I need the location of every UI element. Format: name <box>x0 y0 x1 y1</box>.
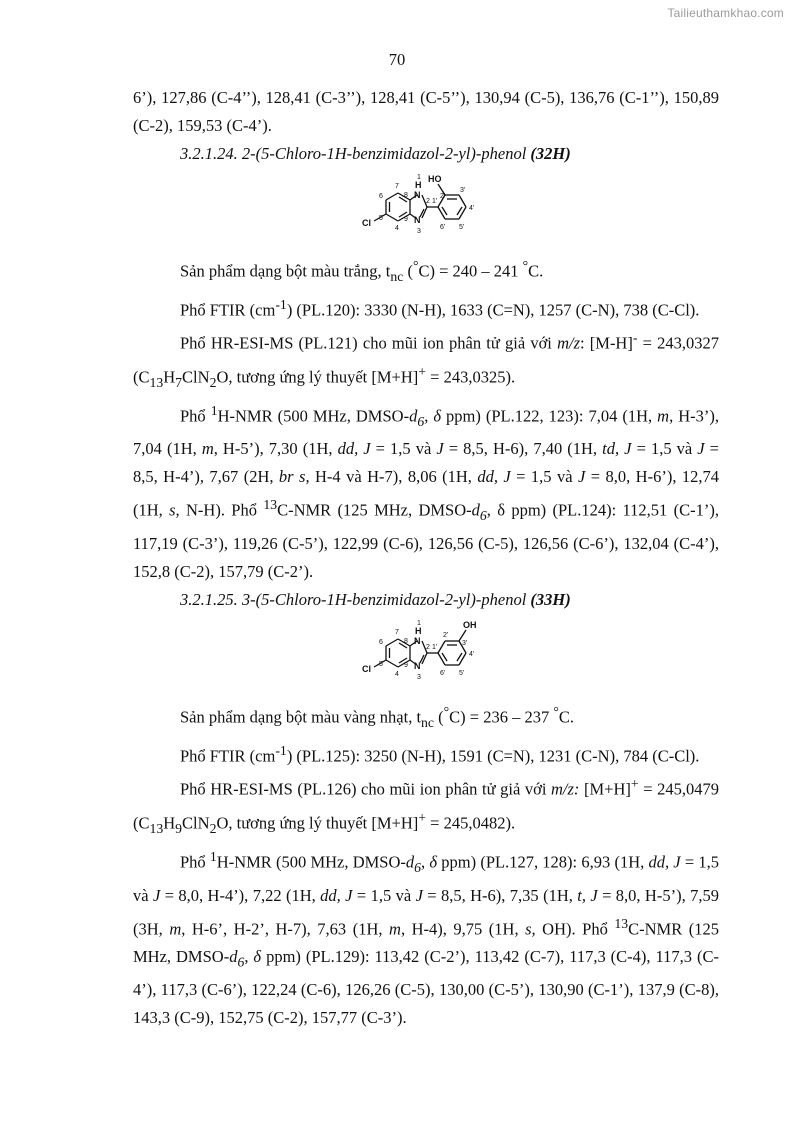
label-atom-8: 8 <box>404 638 408 646</box>
label-atom-2p: 2’ <box>443 632 449 640</box>
label-atom-6: 6 <box>379 639 383 647</box>
label-atom-3: 3 <box>417 674 421 682</box>
label-atom-4: 4 <box>395 671 399 679</box>
label-atom-3: 3 <box>417 228 421 235</box>
ftir-32h: Phổ FTIR $(cm^{-1})$ (PL.120): 3330 (N-H), 1633 (C=N), 1257 (C-N), 738 (C-Cl). <box>180 296 700 320</box>
label-atom-9: 9 <box>404 662 408 670</box>
nmr-33h: Phổ $^1$H-NMR (500 MHz, DMSO-$d_6$, δ ppm) (PL.127, 128): 6,93 (1H, dd, J = 1,5 và J = 8,0, H-4’), 7,22 (1H, dd, J = 1,5 và J = 8,5, H-6), 7,35 (1H, t, J = 8,0, H-5’), 7,59 (3H, m, H-6’, H-2’, H-7), 7,63 (1H, m, H-4), 9,75 (1H, s, OH). Phổ $^{13}$C-NMR (125 MHz, DMSO-$d_6$, δ ppm) (PL.129): 113,42 (C-2’), 113,42 (C-7), 117,3 (C-4), 117,3 (C-4’), 117,3 (C-6’), 122,24 (C-6), 126,26 (C-5), 130,00 (C-5’), 130,90 (C-1’), 137,9 (C-8), 143,3 (C-9), 152,75 (C-2), 157,77 (C-3’). <box>133 848 719 1028</box>
compound-code: (33H) <box>530 590 571 610</box>
label-atom-7: 7 <box>395 629 399 637</box>
label-atom-4p: 4’ <box>469 651 475 659</box>
label-n3: N <box>414 215 421 225</box>
label-atom-9: 9 <box>404 216 408 223</box>
label-atom-3p: 3’ <box>460 187 466 194</box>
label-atom-4: 4 <box>395 225 399 232</box>
section-heading-33h <box>133 586 719 614</box>
label-atom-1p: 1’ <box>432 644 438 652</box>
label-atom-1: 1 <box>417 174 421 181</box>
label-h: H <box>415 180 422 190</box>
compound-code: (32H) <box>530 144 571 163</box>
label-n3: N <box>414 661 421 672</box>
label-atom-6: 6 <box>379 193 383 200</box>
ms-32h: Phổ HR-ESI-MS (PL.121) cho mũi ion phân tử giả với m/z: [M-H]- = 243,0327 ($C_{13}H_7ClN_2O$, tương ứng lý thuyết [M+H]+ = 243,0325). <box>133 330 719 390</box>
ftir-33h: Phổ FTIR $(cm^{-1})$ (PL.125): 3250 (N-H), 1591 (C=N), 1231 (C-N), 784 (C-Cl). <box>180 742 700 766</box>
label-n1: N <box>414 636 421 647</box>
label-atom-5: 5 <box>379 215 383 222</box>
label-cl: Cl <box>362 664 371 675</box>
label-atom-8: 8 <box>404 192 408 199</box>
label-h: H <box>415 626 422 637</box>
heading-text: 3.2.1.25. 3-(5-Chloro-1H-benzimidazol-2-yl)-phenol <box>180 590 531 610</box>
label-atom-6p: 6’ <box>440 224 446 231</box>
label-atom-5p: 5’ <box>459 224 465 231</box>
label-oh: OH <box>463 620 477 631</box>
page-number: 70 <box>388 50 406 69</box>
label-oh: HO <box>428 174 442 184</box>
label-atom-3p: 3’ <box>462 640 468 648</box>
label-atom-5: 5 <box>379 661 383 669</box>
watermark: Tailieuthamkhao.com <box>667 6 784 20</box>
structure-diagram-33h <box>346 618 506 696</box>
structure-diagram-32h <box>346 172 506 250</box>
label-atom-5p: 5’ <box>459 670 465 678</box>
heading-text: 3.2.1.24. 2-(5-Chloro-1H-benzimidazol-2-yl)-phenol <box>180 144 531 163</box>
label-atom-7: 7 <box>395 183 399 190</box>
nmr-32h: Phổ $^1$H-NMR (500 MHz, DMSO-$d_6$, δ ppm) (PL.122, 123): 7,04 (1H, m, H-3’), 7,04 (1H, m, H-5’), 7,30 (1H, dd, J = 1,5 và J = 8,5, H-6), 7,40 (1H, td, J = 1,5 và J = 8,5, H-4’), 7,67 (2H, br s, H-4 và H-7), 8,06 (1H, dd, J = 1,5 và J = 8,0, H-6’), 12,74 (1H, s, N-H). Phổ $^{13}$C-NMR (125 MHz, DMSO-$d_6$, δ ppm) (PL.124): 112,51 (C-1’), 117,19 (C-3’), 119,26 (C-5’), 122,99 (C-6), 126,56 (C-5), 126,56 (C-6’), 132,04 (C-4’), 152,8 (C-2), 157,79 (C-2’). <box>133 402 719 582</box>
label-atom-2: 2 <box>426 198 430 205</box>
label-atom-1p: 1’ <box>432 198 438 205</box>
section-heading-32h <box>133 140 719 168</box>
label-atom-2: 2 <box>426 644 430 652</box>
page-content <box>133 84 719 1032</box>
label-n1: N <box>414 190 421 200</box>
label-atom-1: 1 <box>417 620 421 628</box>
label-cl: Cl <box>362 218 371 228</box>
ms-33h: Phổ HR-ESI-MS (PL.126) cho mũi ion phân tử giả với m/z: [M+H]+ = 245,0479 ($C_{13}H_9ClN_2O$, tương ứng lý thuyết [M+H]+ = 245,0482). <box>133 776 719 836</box>
label-atom-4p: 4’ <box>469 205 475 212</box>
product-32h: Sản phẩm dạng bột màu trắng, $t_{nc}$ (°C) = 240 – 241 °C. <box>180 258 544 284</box>
label-atom-2p: 2’ <box>440 193 446 200</box>
intro-paragraph: 6’), 127,86 (C-4’’), 128,41 (C-3’’), 128,41 (C-5’’), 130,94 (C-5), 136,76 (C-1’’), 150,89 (C-2), 159,53 (C-4’). <box>133 88 719 135</box>
product-33h: Sản phẩm dạng bột màu vàng nhạt, $t_{nc}$ (°C) = 236 – 237 °C. <box>180 704 574 730</box>
label-atom-6p: 6’ <box>440 670 446 678</box>
